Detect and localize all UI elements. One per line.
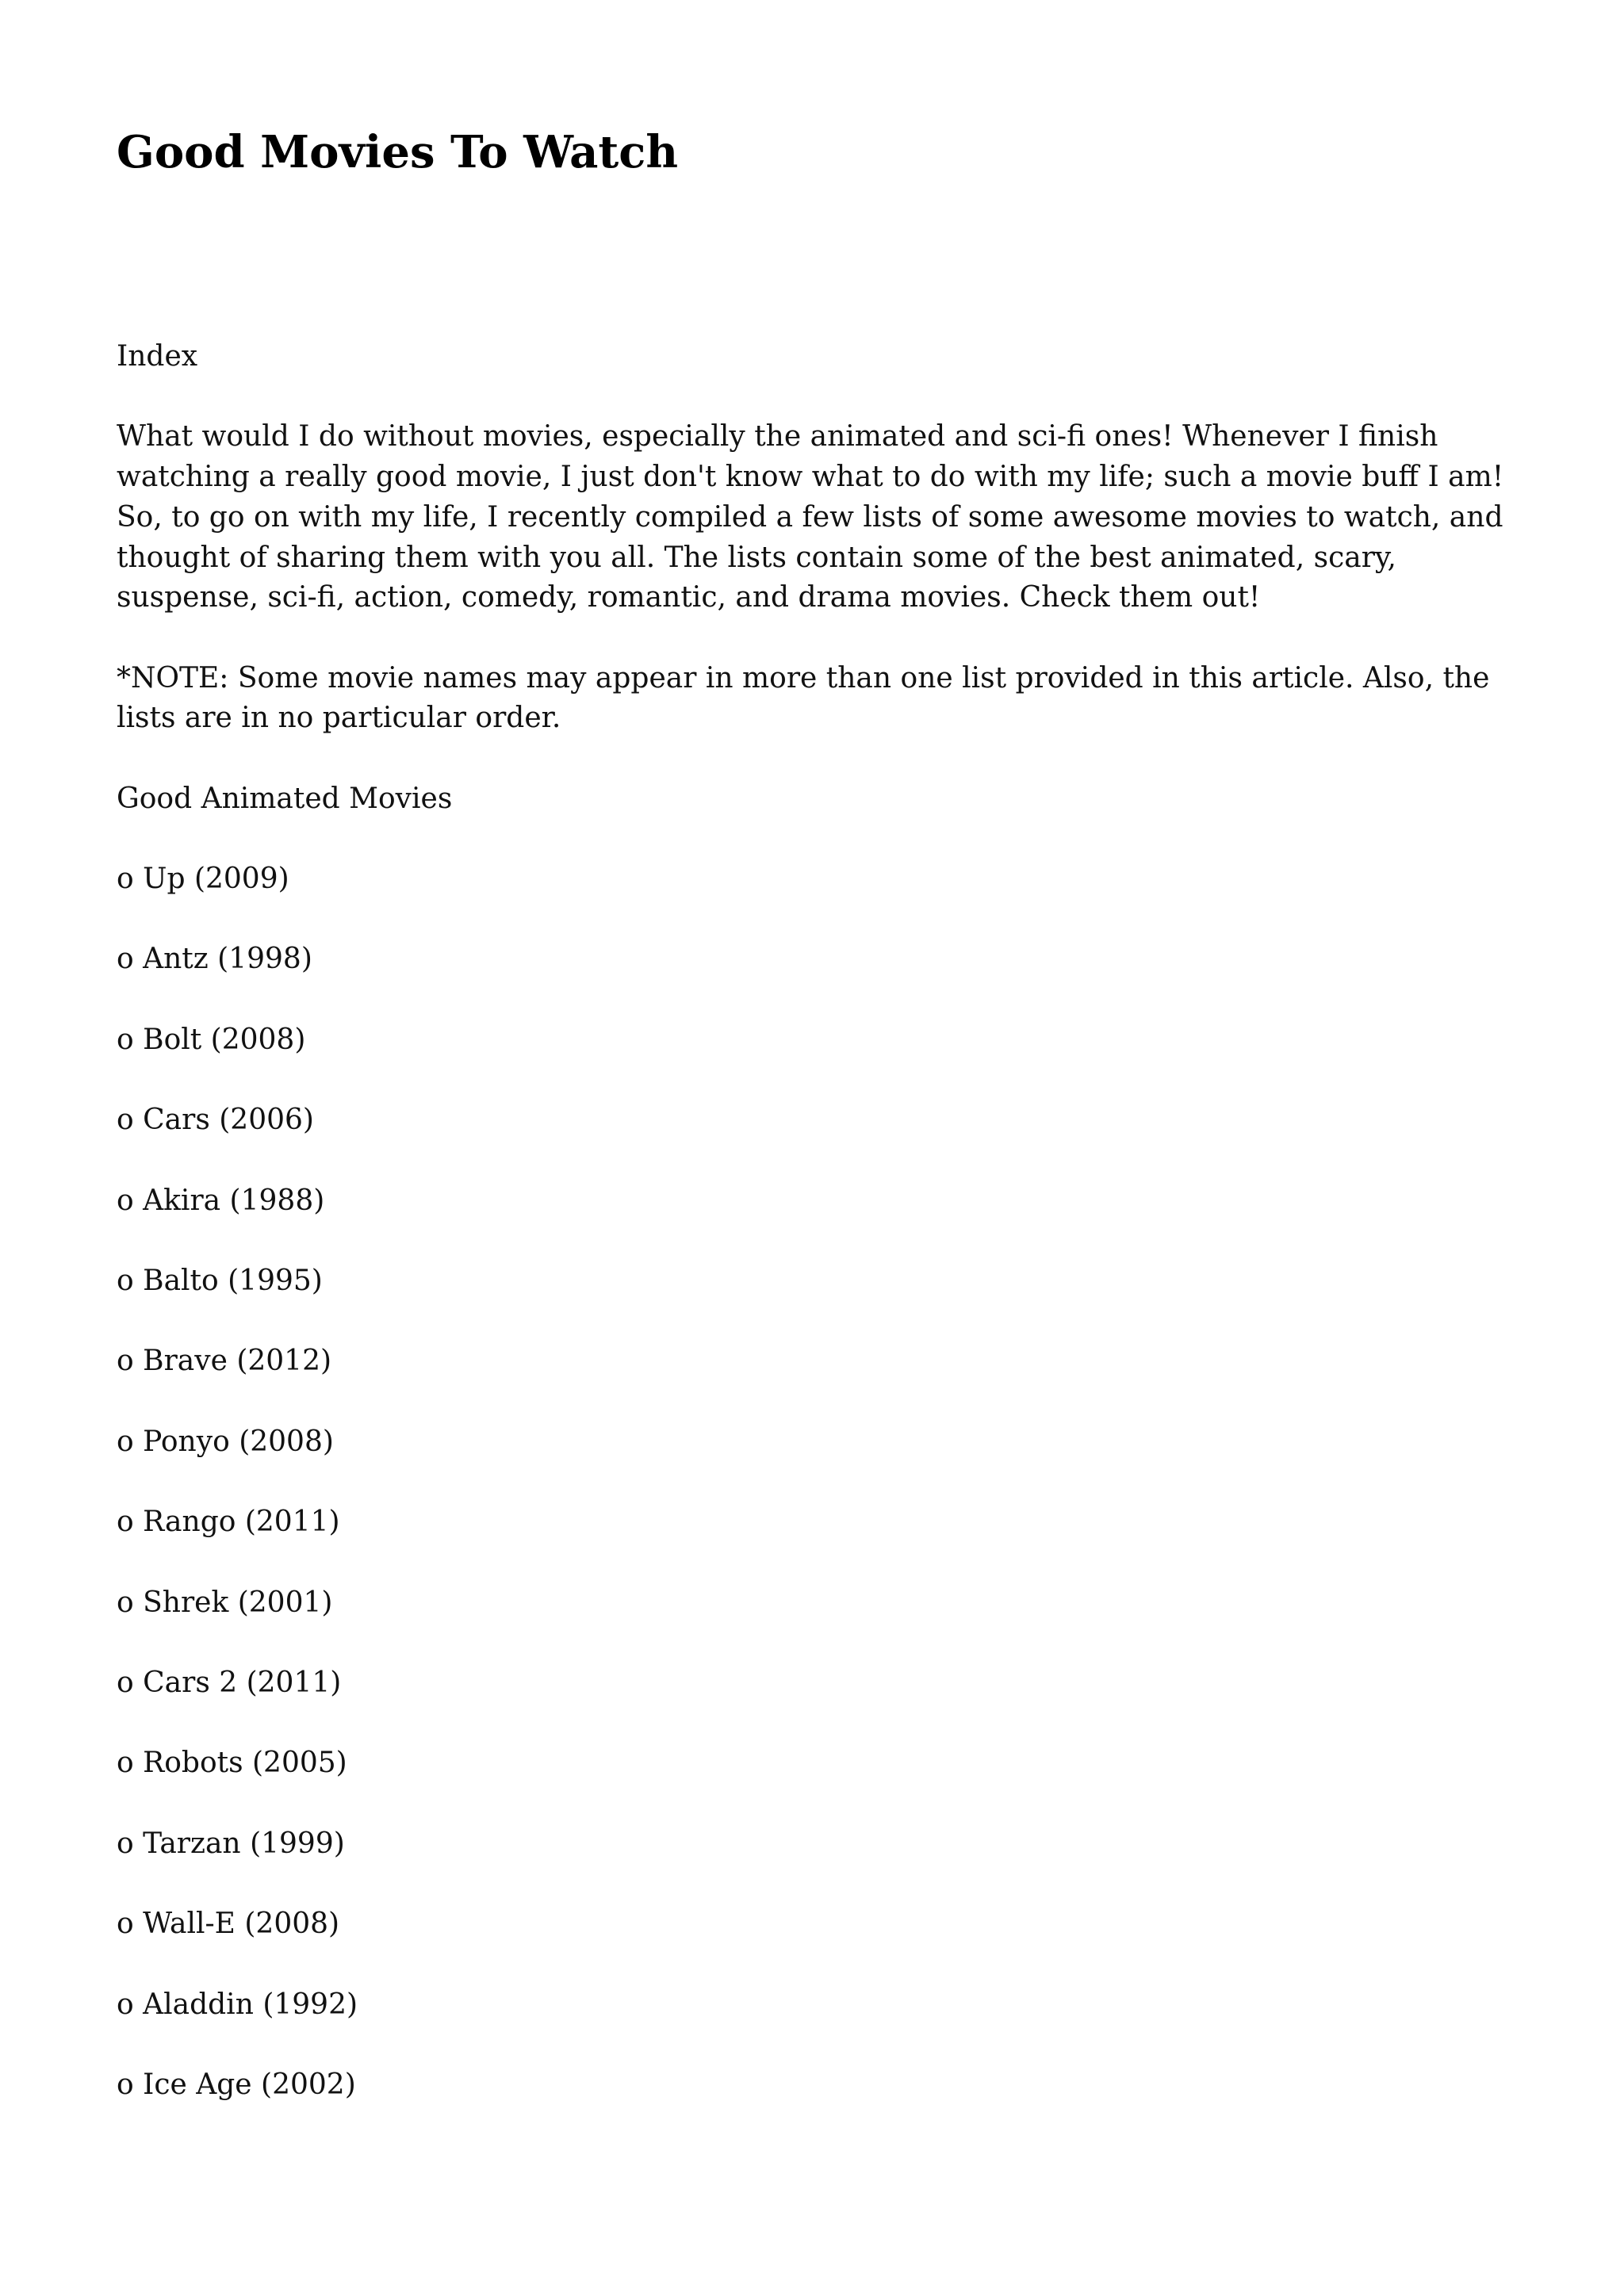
list-item: o Antz (1998) [117, 943, 312, 976]
list-item: o Robots (2005) [117, 1747, 347, 1780]
list-item: o Shrek (2001) [117, 1586, 333, 1619]
list-item: o Up (2009) [117, 863, 289, 896]
list-item: o Cars 2 (2011) [117, 1666, 342, 1699]
list-item: o Balto (1995) [117, 1265, 323, 1298]
animated-movie-list [117, 859, 1528, 2106]
page-title: Good Movies To Watch [117, 126, 679, 178]
note-paragraph: *NOTE: Some movie names may appear in more than one list provided in this article. Also, the lists are in no particular order. [117, 661, 1490, 735]
document-body [117, 337, 1528, 2145]
index-label: Index [117, 340, 198, 373]
section-heading: Good Animated Movies [117, 782, 453, 815]
list-item: o Aladdin (1992) [117, 1988, 358, 2021]
list-item: o Wall-E (2008) [117, 1908, 340, 1941]
intro-paragraph: What would I do without movies, especially the animated and sci-fi ones! Whenever I finish watching a really good movie, I just don't know what to do with my life; such a movie buff I am! So, to go on with my life, I recently compiled a few lists of some awesome movies to watch, and thought of sharing them with you all. The lists contain some of the best animated, scary, suspense, sci-fi, action, comedy, romantic, and drama movies. Check them out! [117, 420, 1504, 614]
list-item: o Ponyo (2008) [117, 1425, 334, 1458]
list-item: o Brave (2012) [117, 1345, 332, 1378]
list-item: o Tarzan (1999) [117, 1827, 345, 1860]
list-item: o Bolt (2008) [117, 1023, 306, 1056]
list-item: o Ice Age (2002) [117, 2068, 356, 2101]
list-item: o Akira (1988) [117, 1184, 325, 1217]
list-item: o Rango (2011) [117, 1506, 340, 1539]
list-item: o Cars (2006) [117, 1104, 314, 1137]
